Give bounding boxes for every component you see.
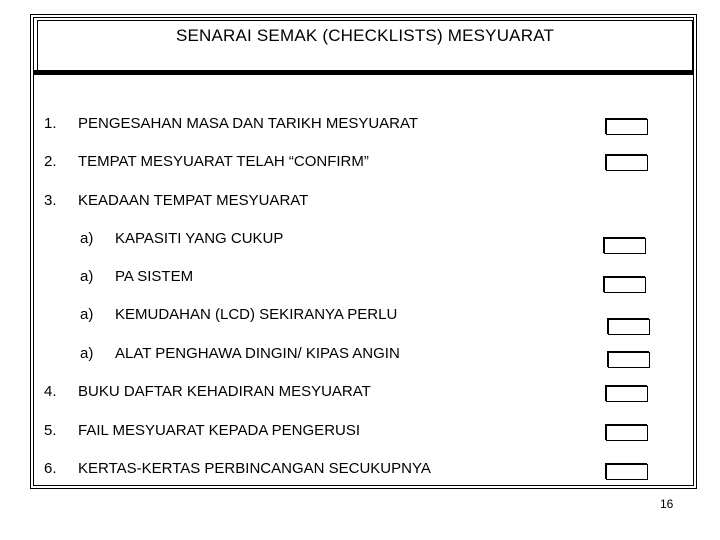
checkbox-item-2[interactable]	[606, 155, 648, 171]
checkbox-subitem-2[interactable]	[604, 277, 646, 293]
checkbox-subitem-1[interactable]	[604, 238, 646, 254]
checkbox-item-5[interactable]	[606, 425, 648, 441]
item-label: TEMPAT MESYUARAT TELAH “CONFIRM”	[78, 153, 369, 170]
item-number: 6.	[44, 460, 57, 477]
item-label: BUKU DAFTAR KEHADIRAN MESYUARAT	[78, 383, 371, 400]
item-label: FAIL MESYUARAT KEPADA PENGERUSI	[78, 422, 361, 439]
header-rule	[34, 70, 694, 75]
item-number: 2.	[44, 153, 57, 170]
item-number: 1.	[44, 115, 57, 132]
page-title: SENARAI SEMAK (CHECKLISTS) MESYUARAT	[175, 26, 555, 45]
item-number: 3.	[44, 192, 57, 209]
subitem-letter: a)	[80, 268, 94, 285]
page-number: 16	[660, 497, 674, 511]
checkbox-subitem-4[interactable]	[608, 352, 650, 368]
subitem-label: ALAT PENGHAWA DINGIN/ KIPAS ANGIN	[115, 345, 400, 362]
checkbox-subitem-3[interactable]	[608, 319, 650, 335]
subitem-label: KEMUDAHAN (LCD) SEKIRANYA PERLU	[115, 306, 398, 323]
subitem-label: KAPASITI YANG CUKUP	[115, 230, 284, 247]
document-inner-frame	[33, 17, 694, 486]
subitem-label: PA SISTEM	[115, 268, 194, 285]
subitem-letter: a)	[80, 306, 94, 323]
item-label: PENGESAHAN MASA DAN TARIKH MESYUARAT	[78, 115, 419, 132]
item-label: KEADAAN TEMPAT MESYUARAT	[78, 192, 309, 209]
checkbox-item-1[interactable]	[606, 119, 648, 135]
item-number: 5.	[44, 422, 57, 439]
subitem-letter: a)	[80, 345, 94, 362]
item-number: 4.	[44, 383, 57, 400]
checkbox-item-6[interactable]	[606, 464, 648, 480]
checkbox-item-4[interactable]	[606, 386, 648, 402]
item-label: KERTAS-KERTAS PERBINCANGAN SECUKUPNYA	[78, 460, 431, 477]
subitem-letter: a)	[80, 230, 94, 247]
